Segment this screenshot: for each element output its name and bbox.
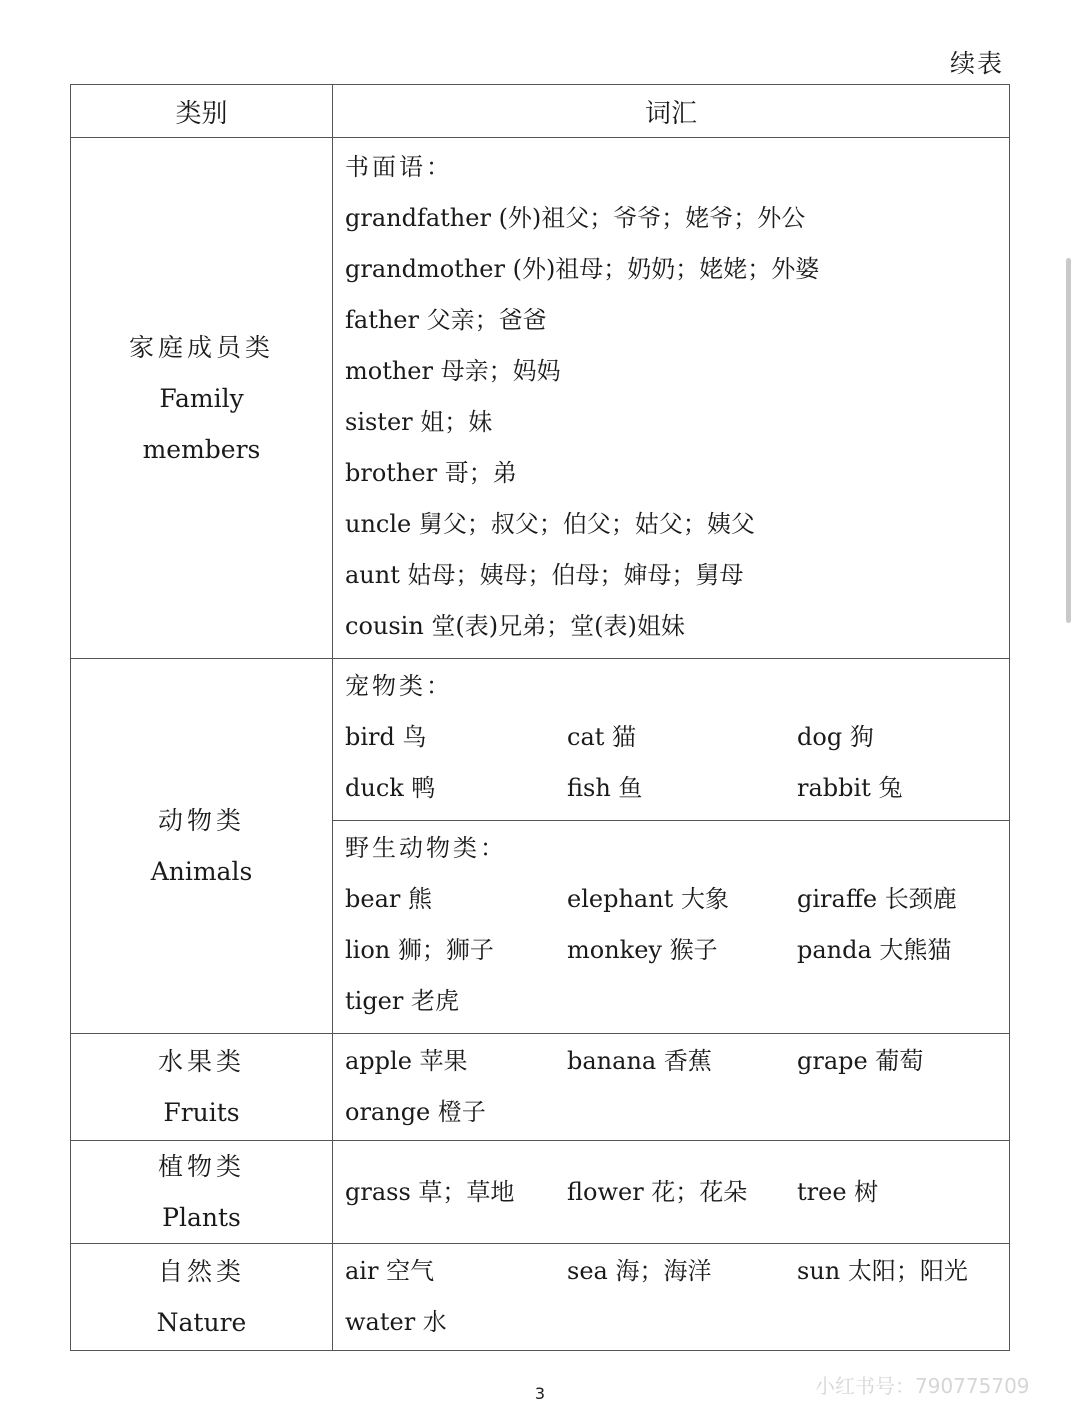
vocab-line: mother 母亲；妈妈 [345,357,561,385]
page-number: 3 [534,1384,546,1403]
vocab-cell-family [333,138,1010,659]
vocab-word: water 水 [345,1308,447,1336]
vocab-word: flower 花；花朵 [567,1177,748,1206]
vocab-word: orange 橙子 [345,1098,486,1126]
category-cell-fruits [71,1034,333,1141]
vocab-row [345,763,1009,814]
vocab-word: banana 香蕉 [567,1047,712,1075]
category-zh: 动物类 [157,806,245,835]
category-en: Animals [150,857,253,886]
vocab-row [345,1297,1009,1348]
table-row-family [71,138,1010,659]
category-zh: 水果类 [157,1047,245,1076]
table-header-row [71,85,1010,138]
vocab-row [345,874,1009,925]
scrollbar[interactable] [1066,258,1071,623]
header-category: 类别 [71,85,333,138]
vocab-row [345,712,1009,763]
vocab-word: duck 鸭 [345,774,436,802]
section-heading: 书面语： [345,153,453,181]
category-cell-nature [71,1244,333,1351]
vocab-word: cat 猫 [567,723,637,751]
vocab-word: giraffe 长颈鹿 [797,885,957,913]
category-en: Fruits [163,1098,240,1127]
vocab-line: father 父亲；爸爸 [345,306,547,334]
vocab-cell-animals [333,659,1010,1034]
table-row-nature [71,1244,1010,1351]
continued-label: 续表 [950,49,1005,78]
category-cell-animals [71,659,333,1034]
vocab-word: bear 熊 [345,885,432,913]
vocab-word: grape 葡萄 [797,1047,924,1075]
vocab-row [345,1246,1009,1297]
category-en: Plants [162,1203,241,1232]
vocab-word: sea 海；海洋 [567,1257,712,1285]
section-heading: 野生动物类： [345,834,507,862]
vocab-row [345,1167,1009,1218]
table-row-plants [71,1141,1010,1244]
vocab-word: apple 苹果 [345,1047,468,1075]
vocabulary-table [70,84,1010,1351]
category-en: Nature [156,1308,247,1337]
table-row-animals [71,659,1010,1034]
vocab-word: bird 鸟 [345,723,427,751]
vocab-row [345,976,1009,1027]
vocab-line: brother 哥；弟 [345,459,517,487]
category-en: Family [159,383,244,413]
vocab-word: air 空气 [345,1257,435,1285]
vocab-word: panda 大熊猫 [797,936,952,964]
vocab-word: rabbit 兔 [797,774,903,802]
vocab-line: grandfather (外)祖父；爷爷；姥爷；外公 [345,204,806,232]
table-row-fruits [71,1034,1010,1141]
section-heading: 宠物类： [345,672,453,700]
vocab-word: tiger 老虎 [345,987,459,1015]
vocab-line: aunt 姑母；姨母；伯母；婶母；舅母 [345,561,744,589]
category-zh: 自然类 [157,1257,245,1286]
vocab-word: dog 狗 [797,723,874,751]
category-en: members [142,434,261,464]
vocab-word: lion 狮；狮子 [345,936,494,964]
vocab-line: cousin 堂(表)兄弟；堂(表)姐妹 [345,612,685,640]
watermark: 小红书号：790775709 [815,1374,1030,1398]
category-cell-plants [71,1141,333,1244]
vocab-cell-plants [333,1141,1010,1244]
category-zh: 家庭成员类 [128,332,274,362]
vocab-line: sister 姐；妹 [345,408,493,436]
vocab-word: grass 草；草地 [345,1177,515,1206]
header-vocabulary: 词汇 [333,85,1010,138]
vocab-cell-fruits [333,1034,1010,1141]
vocab-row [345,1036,1009,1087]
vocab-cell-nature [333,1244,1010,1351]
category-zh: 植物类 [157,1152,245,1181]
vocab-row [345,925,1009,976]
vocab-word: monkey 猴子 [567,936,718,964]
vocab-line: uncle 舅父；叔父；伯父；姑父；姨父 [345,510,755,538]
vocab-word: fish 鱼 [567,774,643,802]
vocab-word: tree 树 [797,1177,879,1206]
vocab-line: grandmother (外)祖母；奶奶；姥姥；外婆 [345,255,820,283]
vocab-word: sun 太阳；阳光 [797,1257,968,1285]
vocab-row [345,1087,1009,1138]
vocab-word: elephant 大象 [567,885,729,913]
category-cell-family [71,138,333,659]
